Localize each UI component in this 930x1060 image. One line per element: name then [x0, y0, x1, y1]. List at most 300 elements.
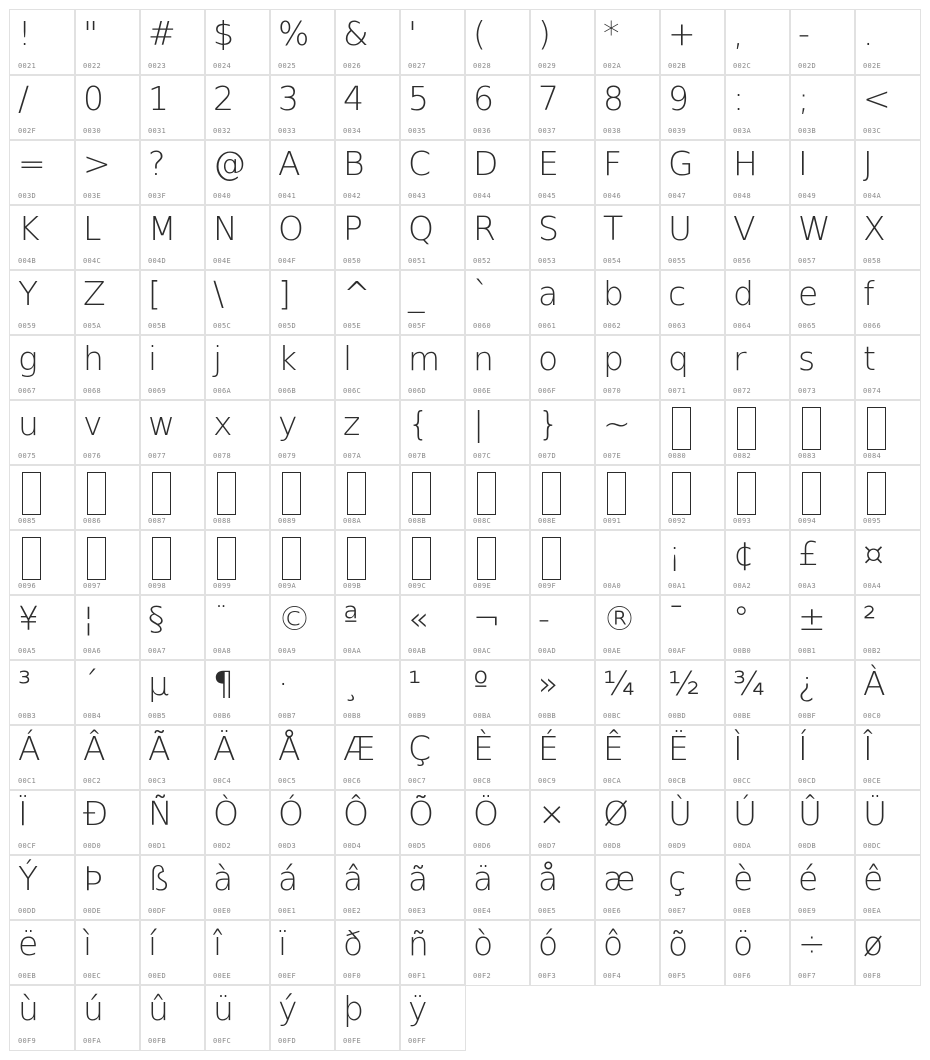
glyph-cell [75, 985, 140, 1050]
glyph-code-label: 0035 [408, 127, 427, 135]
glyph-cell [790, 660, 855, 725]
glyph-char: r [733, 339, 747, 378]
glyph-char: V [733, 209, 756, 248]
glyph-cell [140, 985, 205, 1050]
glyph-cell [790, 10, 855, 75]
glyph-code-label: 00B3 [18, 712, 37, 720]
glyph-code-label: 0097 [83, 582, 102, 590]
glyph-char: è [733, 859, 754, 898]
glyph-char: A [278, 144, 301, 183]
glyph-code-label: 0042 [343, 192, 362, 200]
glyph-cell [335, 270, 400, 335]
glyph-char: ÷ [798, 924, 826, 963]
glyph-code-label: 00A0 [603, 582, 622, 590]
glyph-code-label: 00AF [668, 647, 687, 655]
glyph-char: Đ [83, 794, 109, 833]
glyph-cell [335, 660, 400, 725]
glyph-code-label: 007D [538, 452, 557, 460]
glyph-cell [855, 790, 920, 855]
glyph-cell [10, 400, 75, 465]
missing-glyph-box-icon [542, 472, 561, 515]
glyph-code-label: 00C4 [213, 777, 232, 785]
glyph-cell [10, 920, 75, 985]
glyph-cell [10, 790, 75, 855]
glyph-char: H [733, 144, 758, 183]
glyph-cell [400, 10, 465, 75]
glyph-char: í [148, 924, 158, 963]
glyph-char: Í [798, 729, 808, 768]
glyph-cell [335, 920, 400, 985]
missing-glyph-box-icon [802, 407, 821, 450]
glyph-code-label: 003D [18, 192, 37, 200]
glyph-char: ; [798, 79, 810, 118]
glyph-code-label: 0037 [538, 127, 557, 135]
glyph-cell [465, 660, 530, 725]
glyph-cell [335, 400, 400, 465]
glyph-code-label: 0021 [18, 62, 37, 70]
glyph-cell [725, 205, 790, 270]
glyph-cell [530, 660, 595, 725]
glyph-cell [465, 465, 530, 530]
glyph-cell [595, 920, 660, 985]
glyph-cell [270, 790, 335, 855]
glyph-cell [595, 465, 660, 530]
glyph-cell [660, 10, 725, 75]
glyph-char: ³ [18, 664, 32, 703]
glyph-cell [855, 335, 920, 400]
glyph-cell [595, 205, 660, 270]
glyph-char: l [343, 339, 353, 378]
glyph-cell [530, 270, 595, 335]
glyph-code-label: 004F [278, 257, 297, 265]
glyph-cell [140, 530, 205, 595]
glyph-cell [660, 400, 725, 465]
glyph-code-label: 00BC [603, 712, 622, 720]
glyph-char: À [863, 664, 886, 703]
glyph-char: å [538, 859, 559, 898]
glyph-char: f [863, 274, 875, 313]
glyph-char: ì [83, 924, 93, 963]
glyph-code-label: 008B [408, 517, 427, 525]
glyph-cell [465, 855, 530, 920]
glyph-char: © [278, 599, 311, 638]
glyph-char: 7 [538, 79, 559, 118]
glyph-cell [205, 855, 270, 920]
glyph-code-label: 0055 [668, 257, 687, 265]
glyph-cell [205, 10, 270, 75]
glyph-code-label: 0086 [83, 517, 102, 525]
glyph-cell [530, 400, 595, 465]
glyph-char: Ë [668, 729, 689, 768]
glyph-cell [335, 725, 400, 790]
glyph-code-label: 00A5 [18, 647, 37, 655]
glyph-cell [10, 855, 75, 920]
glyph-code-label: 00EE [213, 972, 232, 980]
glyph-code-label: 00EB [18, 972, 37, 980]
glyph-code-label: 00E7 [668, 907, 687, 915]
glyph-cell [660, 595, 725, 660]
glyph-cell [465, 205, 530, 270]
glyph-cell [855, 595, 920, 660]
glyph-char: ¾ [733, 664, 765, 703]
glyph-code-label: 0051 [408, 257, 427, 265]
glyph-cell [140, 75, 205, 140]
glyph-char: ¥ [18, 599, 39, 638]
glyph-cell [530, 790, 595, 855]
glyph-code-label: 00BE [733, 712, 752, 720]
glyph-code-label: 00D7 [538, 842, 557, 850]
glyph-code-label: 00CA [603, 777, 622, 785]
glyph-code-label: 00F2 [473, 972, 492, 980]
glyph-char: â [343, 859, 364, 898]
glyph-cell [335, 335, 400, 400]
glyph-cell [400, 985, 465, 1050]
glyph-code-label: 00E0 [213, 907, 232, 915]
glyph-char: = [18, 144, 46, 183]
glyph-char: Ó [278, 794, 304, 833]
glyph-cell [205, 335, 270, 400]
glyph-code-label: 0056 [733, 257, 752, 265]
glyph-char: ï [278, 924, 288, 963]
glyph-char: ÿ [408, 989, 428, 1028]
glyph-cell [725, 335, 790, 400]
glyph-cell [205, 140, 270, 205]
glyph-char: ý [278, 989, 298, 1028]
missing-glyph-box-icon [802, 472, 821, 515]
glyph-char: a [538, 274, 559, 313]
glyph-char: Æ [343, 729, 376, 768]
glyph-code-label: 00F5 [668, 972, 687, 980]
glyph-code-label: 00F8 [863, 972, 882, 980]
glyph-code-label: 0052 [473, 257, 492, 265]
glyph-code-label: 0067 [18, 387, 37, 395]
glyph-char: ° [733, 599, 750, 638]
glyph-code-label: 00AC [473, 647, 492, 655]
glyph-code-label: 0099 [213, 582, 232, 590]
glyph-cell [465, 140, 530, 205]
glyph-cell [595, 10, 660, 75]
glyph-cell [10, 465, 75, 530]
glyph-cell [530, 920, 595, 985]
glyph-cell [595, 530, 660, 595]
glyph-code-label: 00ED [148, 972, 167, 980]
glyph-code-label: 0058 [863, 257, 882, 265]
missing-glyph-box-icon [22, 472, 41, 515]
glyph-cell [75, 855, 140, 920]
missing-glyph-box-icon [737, 472, 756, 515]
glyph-char: | [473, 404, 485, 443]
glyph-cell [205, 920, 270, 985]
glyph-code-label: 00D1 [148, 842, 167, 850]
glyph-cell [270, 595, 335, 660]
glyph-char: $ [213, 14, 234, 53]
glyph-char: ) [538, 14, 551, 53]
glyph-cell [855, 465, 920, 530]
glyph-code-label: 005F [408, 322, 427, 330]
glyph-code-label: 00E4 [473, 907, 492, 915]
glyph-cell [335, 595, 400, 660]
glyph-code-label: 00AE [603, 647, 622, 655]
glyph-cell [855, 140, 920, 205]
glyph-code-label: 0022 [83, 62, 102, 70]
missing-glyph-box-icon [607, 472, 626, 515]
glyph-code-label: 007E [603, 452, 622, 460]
glyph-code-label: 00EA [863, 907, 882, 915]
glyph-code-label: 00A2 [733, 582, 752, 590]
glyph-code-label: 00FE [343, 1037, 362, 1045]
glyph-char: R [473, 209, 496, 248]
glyph-cell [10, 205, 75, 270]
glyph-code-label: 008C [473, 517, 492, 525]
glyph-char: Ý [18, 859, 39, 898]
glyph-cell [400, 855, 465, 920]
glyph-char: y [278, 404, 298, 443]
glyph-char: æ [603, 859, 636, 898]
glyph-char: Ü [863, 794, 888, 833]
glyph-cell [140, 855, 205, 920]
glyph-cell [400, 205, 465, 270]
glyph-code-label: 003B [798, 127, 817, 135]
glyph-cell [790, 725, 855, 790]
glyph-code-label: 0075 [18, 452, 37, 460]
glyph-char: h [83, 339, 104, 378]
glyph-cell [75, 75, 140, 140]
glyph-cell [10, 10, 75, 75]
glyph-code-label: 00A6 [83, 647, 102, 655]
glyph-char: Ì [733, 729, 743, 768]
glyph-char: j [213, 339, 223, 378]
glyph-cell [75, 205, 140, 270]
glyph-code-label: 0087 [148, 517, 167, 525]
glyph-cell [140, 270, 205, 335]
glyph-cell [660, 205, 725, 270]
glyph-char: e [798, 274, 819, 313]
glyph-char: ð [343, 924, 364, 963]
glyph-code-label: 0098 [148, 582, 167, 590]
glyph-char: 6 [473, 79, 494, 118]
glyph-char: " [83, 14, 99, 53]
glyph-char: § [148, 599, 165, 638]
glyph-code-label: 00F6 [733, 972, 752, 980]
glyph-code-label: 0028 [473, 62, 492, 70]
glyph-cell [465, 920, 530, 985]
glyph-code-label: 00CE [863, 777, 882, 785]
glyph-code-label: 006A [213, 387, 232, 395]
glyph-cell [790, 75, 855, 140]
glyph-cell [595, 595, 660, 660]
glyph-code-label: 0068 [83, 387, 102, 395]
glyph-code-label: 00C0 [863, 712, 882, 720]
glyph-code-label: 00B0 [733, 647, 752, 655]
glyph-code-label: 00BB [538, 712, 557, 720]
glyph-code-label: 0024 [213, 62, 232, 70]
glyph-cell [75, 335, 140, 400]
glyph-code-label: 0038 [603, 127, 622, 135]
glyph-code-label: 0057 [798, 257, 817, 265]
glyph-code-label: 00D4 [343, 842, 362, 850]
glyph-cell [140, 920, 205, 985]
glyph-char: Ú [733, 794, 758, 833]
glyph-code-label: 00CB [668, 777, 687, 785]
glyph-cell [270, 270, 335, 335]
glyph-code-label: 00B4 [83, 712, 102, 720]
glyph-char: ë [18, 924, 39, 963]
glyph-char: þ [343, 989, 364, 1028]
glyph-char: é [798, 859, 819, 898]
glyph-cell [465, 530, 530, 595]
glyph-code-label: 00E5 [538, 907, 557, 915]
glyph-cell [725, 855, 790, 920]
glyph-cell [270, 725, 335, 790]
glyph-char: ! [18, 14, 32, 53]
glyph-code-label: 007C [473, 452, 492, 460]
glyph-char: Á [18, 729, 41, 768]
glyph-char: ¼ [603, 664, 635, 703]
glyph-cell [75, 790, 140, 855]
glyph-cell [140, 465, 205, 530]
glyph-code-label: 00FA [83, 1037, 102, 1045]
glyph-code-label: 0082 [733, 452, 752, 460]
glyph-cell [335, 465, 400, 530]
glyph-cell [400, 790, 465, 855]
glyph-cell [465, 10, 530, 75]
glyph-code-label: 00A9 [278, 647, 297, 655]
glyph-char: ¬ [473, 599, 501, 638]
glyph-char: º [473, 664, 489, 703]
glyph-cell [140, 790, 205, 855]
glyph-code-label: 0071 [668, 387, 687, 395]
glyph-cell [270, 920, 335, 985]
glyph-char: ò [473, 924, 494, 963]
glyph-cell [660, 335, 725, 400]
glyph-char: 0 [83, 79, 104, 118]
glyph-cell [660, 920, 725, 985]
glyph-cell [400, 725, 465, 790]
glyph-code-label: 00F9 [18, 1037, 37, 1045]
glyph-code-label: 00A1 [668, 582, 687, 590]
glyph-char: S [538, 209, 559, 248]
glyph-code-label: 00C2 [83, 777, 102, 785]
glyph-char: ] [278, 274, 291, 313]
glyph-cell [270, 985, 335, 1050]
glyph-char: µ [148, 664, 169, 703]
glyph-code-label: 00EF [278, 972, 297, 980]
glyph-code-label: 00A7 [148, 647, 167, 655]
glyph-code-label: 00CD [798, 777, 817, 785]
glyph-cell [530, 75, 595, 140]
glyph-char: [ [148, 274, 161, 313]
glyph-code-label: 00CF [18, 842, 37, 850]
glyph-code-label: 002B [668, 62, 687, 70]
glyph-char: È [473, 729, 494, 768]
glyph-code-label: 007A [343, 452, 362, 460]
glyph-code-label: 00C9 [538, 777, 557, 785]
glyph-code-label: 00B1 [798, 647, 817, 655]
glyph-cell [660, 465, 725, 530]
glyph-char: d [733, 274, 754, 313]
glyph-code-label: 00CC [733, 777, 752, 785]
glyph-cell [10, 270, 75, 335]
glyph-grid [10, 10, 920, 1050]
glyph-char: + [668, 14, 696, 53]
glyph-cell [400, 335, 465, 400]
glyph-char: u [18, 404, 39, 443]
glyph-code-label: 0043 [408, 192, 427, 200]
glyph-cell [400, 595, 465, 660]
glyph-code-label: 0032 [213, 127, 232, 135]
glyph-cell [530, 530, 595, 595]
glyph-cell [790, 270, 855, 335]
glyph-cell [595, 75, 660, 140]
glyph-char: 8 [603, 79, 624, 118]
glyph-code-label: 0048 [733, 192, 752, 200]
glyph-char: ² [863, 599, 877, 638]
glyph-cell [10, 725, 75, 790]
glyph-code-label: 00F3 [538, 972, 557, 980]
glyph-code-label: 00E3 [408, 907, 427, 915]
glyph-cell [790, 595, 855, 660]
glyph-char: Û [798, 794, 823, 833]
glyph-cell [855, 10, 920, 75]
glyph-code-label: 0092 [668, 517, 687, 525]
glyph-code-label: 0031 [148, 127, 167, 135]
glyph-cell [270, 335, 335, 400]
glyph-code-label: 0045 [538, 192, 557, 200]
glyph-code-label: 00E2 [343, 907, 362, 915]
glyph-code-label: 00D3 [278, 842, 297, 850]
glyph-cell [75, 595, 140, 660]
glyph-code-label: 00D2 [213, 842, 232, 850]
glyph-code-label: 006B [278, 387, 297, 395]
glyph-cell [140, 335, 205, 400]
glyph-code-label: 009E [473, 582, 492, 590]
glyph-cell [140, 10, 205, 75]
glyph-char: Ê [603, 729, 624, 768]
glyph-cell [205, 985, 270, 1050]
glyph-code-label: 00B6 [213, 712, 232, 720]
glyph-char: ª [343, 599, 359, 638]
glyph-code-label: 0091 [603, 517, 622, 525]
glyph-code-label: 0088 [213, 517, 232, 525]
glyph-char: F [603, 144, 622, 183]
glyph-code-label: 0094 [798, 517, 817, 525]
glyph-cell [270, 660, 335, 725]
glyph-cell [790, 920, 855, 985]
glyph-char: J [863, 144, 873, 183]
glyph-cell [465, 595, 530, 660]
glyph-cell [140, 140, 205, 205]
glyph-cell [75, 140, 140, 205]
glyph-char: Q [408, 209, 434, 248]
glyph-char: b [603, 274, 624, 313]
glyph-cell [725, 270, 790, 335]
glyph-cell [75, 270, 140, 335]
glyph-code-label: 008E [538, 517, 557, 525]
glyph-code-label: 0025 [278, 62, 297, 70]
glyph-char: _ [408, 274, 425, 313]
missing-glyph-box-icon [347, 472, 366, 515]
glyph-code-label: 0049 [798, 192, 817, 200]
glyph-cell [725, 75, 790, 140]
glyph-code-label: 00FC [213, 1037, 232, 1045]
glyph-char: c [668, 274, 687, 313]
glyph-char: P [343, 209, 363, 248]
glyph-cell [335, 75, 400, 140]
glyph-char: ¸ [343, 664, 360, 703]
glyph-code-label: 004E [213, 257, 232, 265]
glyph-code-label: 0089 [278, 517, 297, 525]
glyph-char: ( [473, 14, 486, 53]
